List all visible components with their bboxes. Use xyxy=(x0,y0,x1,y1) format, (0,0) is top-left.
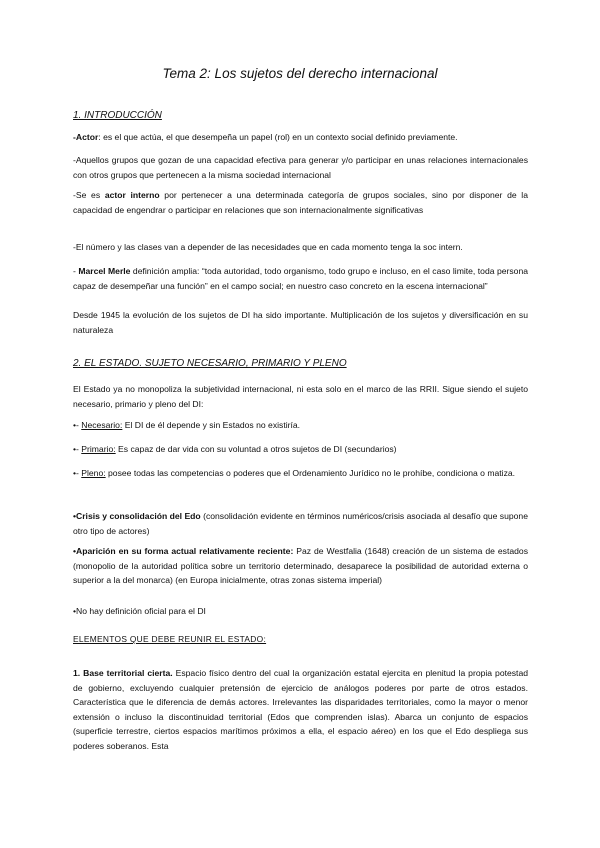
bullet-prefix: •- xyxy=(73,444,82,454)
term-pleno: Pleno: xyxy=(81,468,106,478)
bullet-text: posee todas las competencias o poderes que el Ordenamiento Jurídico no le prohíbe, condiciona o matiza. xyxy=(105,468,516,478)
paragraph-marcel-merle xyxy=(73,264,528,293)
paragraph-actor xyxy=(73,130,528,145)
paragraph-prefix: - xyxy=(73,266,79,276)
paragraph-estado-intro xyxy=(73,382,528,411)
term-primario: Primario: xyxy=(81,444,116,454)
bullet-aparicion xyxy=(73,544,528,588)
section-heading-estado: 2. EL ESTADO. SUJETO NECESARIO, PRIMARIO Y PLENO xyxy=(73,358,347,369)
paragraph-grupos xyxy=(73,153,528,182)
bullet-text: Paz de Westfalia (1648) creación de un sistema de estados (monopolio de la autoridad política sobre un territorio determinado, desaparece la posibilidad de autoridad externa o superior a la del monarca) (en Europa inicialmente, otras zonas sistema imperial) xyxy=(73,546,528,586)
paragraph-text: Espacio físico dentro del cual la organización estatal ejercita en plenitud la propia potestad de gobierno, excluyendo cualquier pretensión de ejercicio de análogos poderes por parte de otros estados. Característica que le diferencia de demás actores. Irrelevantes las disparidades territoriales, como la mayor o menor extensión o incluso la discontinuidad territorial (Edos que comprenden islas). Abarca un conjunto de espacios (superficie terrestre, ciertos espacios marítimos próximos a ella, el espacio aéreo) en los que el Edo despliega sus poderes soberanos. Esta xyxy=(73,668,529,751)
section-heading-introduccion: 1. INTRODUCCIÓN xyxy=(73,110,162,121)
bullet-prefix: •- xyxy=(73,468,82,478)
bullet-text: El DI de él depende y sin Estados no existiría. xyxy=(122,420,301,430)
bullet-text: •No hay definición oficial para el DI xyxy=(73,606,206,616)
term-base-territorial: 1. Base territorial cierta. xyxy=(73,668,173,678)
bullet-primario xyxy=(73,442,528,457)
bullet-text: (consolidación evidente en términos numéricos/crisis asociada al desafío que supone otro tipo de actores) xyxy=(73,511,528,536)
term-actor: -Actor xyxy=(73,132,99,142)
bullet-no-definicion xyxy=(73,604,528,619)
paragraph-text: El Estado ya no monopoliza la subjetividad internacional, ni esta solo en el marco de las RRII. Sigue siendo el sujeto necesario, primario y pleno del DI: xyxy=(73,384,528,409)
paragraph-text: por pertenecer a una determinada categoría de grupos sociales, sino por disponer de la capacidad de engendrar o participar en relaciones que son internacionalmente significativas xyxy=(73,190,528,215)
bullet-prefix: •- xyxy=(73,420,82,430)
bullet-text: Es capaz de dar vida con su voluntad a otros sujetos de DI (secundarios) xyxy=(115,444,397,454)
term-actor-interno: actor interno xyxy=(104,190,160,200)
page-title: Tema 2: Los sujetos del derecho internacional xyxy=(162,66,438,81)
paragraph-text: definición amplia: “toda autoridad, todo organismo, todo grupo e incluso, en el caso limite, toda persona capaz de desempeñar una función” en el campo social; en nuestro caso concreto en la escena internacional” xyxy=(73,266,529,291)
paragraph-actor-interno xyxy=(73,188,528,217)
paragraph-text: -Aquellos grupos que gozan de una capacidad efectiva para generar y/o participar en unas relaciones internacionales con otros grupos que pertenecen a la misma sociedad internacional xyxy=(73,155,528,180)
paragraph-base-territorial xyxy=(73,666,528,754)
paragraph-numero-clases xyxy=(73,240,528,255)
bullet-crisis-consolidacion xyxy=(73,509,528,538)
term-aparicion: •Aparición en su forma actual relativamente reciente: xyxy=(73,546,294,556)
bullet-necesario xyxy=(73,418,528,433)
bullet-pleno xyxy=(73,466,528,481)
paragraph-text: : es el que actúa, el que desempeña un papel (rol) en un contexto social definido previamente. xyxy=(98,132,458,142)
paragraph-text: Desde 1945 la evolución de los sujetos de DI ha sido importante. Multiplicación de los sujetos y diversificación en su naturaleza xyxy=(73,310,528,335)
paragraph-desde-1945 xyxy=(73,308,528,337)
paragraph-prefix: -Se es xyxy=(73,190,105,200)
paragraph-text: -El número y las clases van a depender de las necesidades que en cada momento tenga la soc intern. xyxy=(73,242,463,252)
term-marcel-merle: Marcel Merle xyxy=(78,266,131,276)
elements-subheading: ELEMENTOS QUE DEBE REUNIR EL ESTADO: xyxy=(73,634,267,644)
term-necesario: Necesario: xyxy=(81,420,123,430)
term-crisis: •Crisis y consolidación del Edo xyxy=(73,511,201,521)
